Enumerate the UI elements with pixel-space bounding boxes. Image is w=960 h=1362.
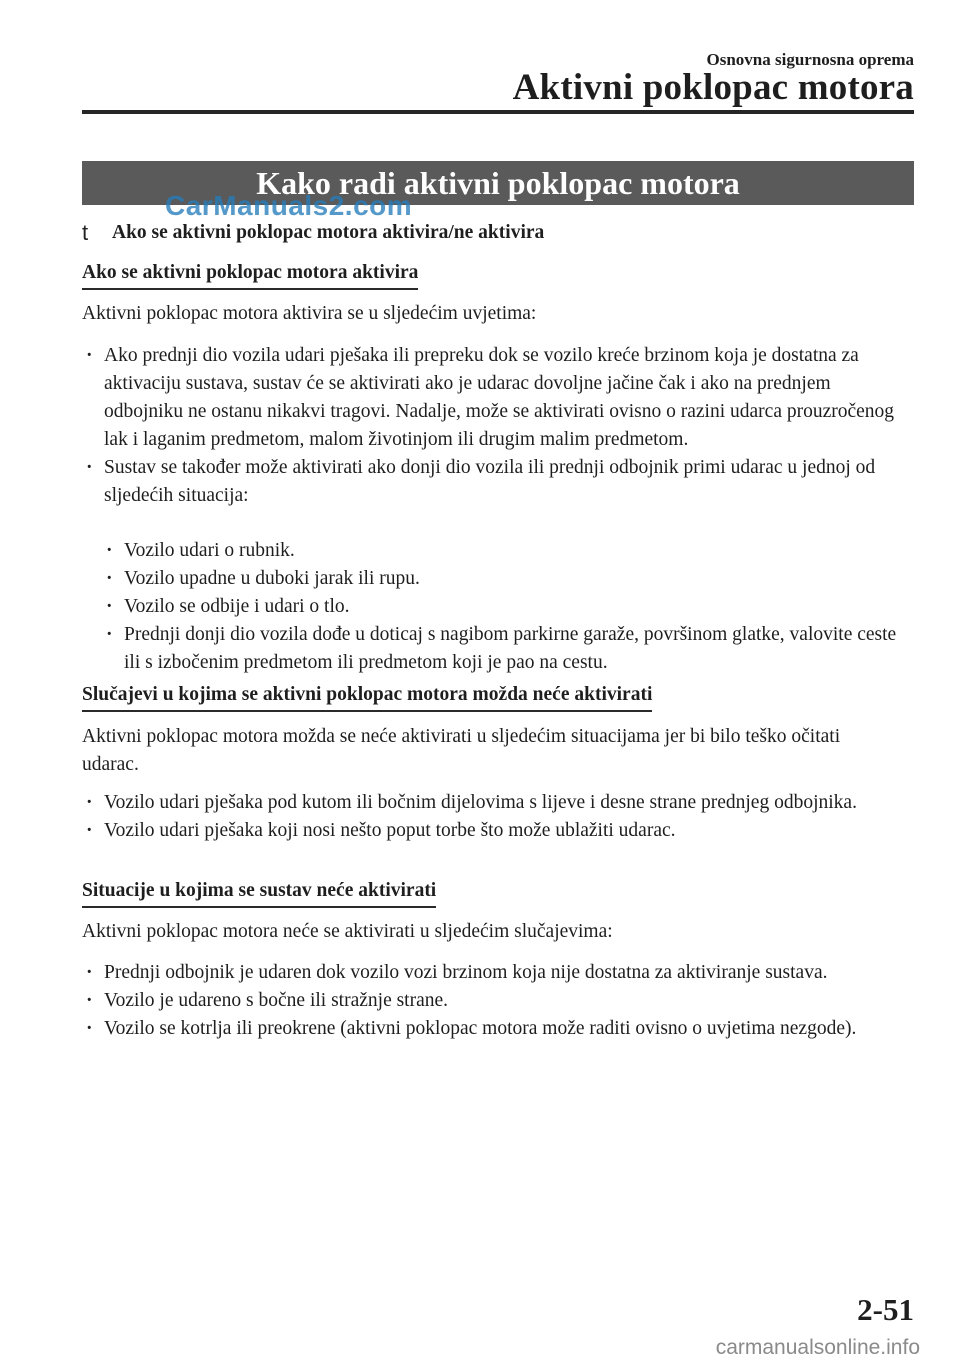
block1-heading-text: Ako se aktivni poklopac motora aktivira (82, 262, 419, 283)
section-heading: Ako se aktivni poklopac motora aktivira/ne aktivira (112, 222, 545, 243)
block1-sub-bullets (102, 537, 914, 677)
header-subtitle: Osnovna sigurnosna oprema (706, 50, 914, 69)
section-marker: t (82, 220, 89, 245)
block1-bullets (82, 342, 914, 510)
list-item: · Prednji odbojnik je udaren dok vozilo vozi brzinom koja nije dostatna za aktiviranje sustava. (82, 959, 880, 987)
list-item: · Ako prednji dio vozila udari pješaka ili prepreku dok se vozilo kreće brzinom koja je dostatna za aktivaciju sustava, sustav će se aktivirati ako je udarac dovoljne jačine čak i ako na prednjem odbojniku ne ostanu nikakvi tragovi. Nadalje, može se aktivirati ovisno o razini udarca prouzročenog lak i laganim predmetom, malom životinjom ili drugim malim predmetom. (82, 342, 914, 454)
list-item: · Vozilo udari pješaka pod kutom ili bočnim dijelovima s lijeve i desne strane prednjeg odbojnika. (82, 789, 880, 817)
header-rule (82, 110, 914, 114)
block2-heading-text: Slučajevi u kojima se aktivni poklopac motora možda neće aktivirati (82, 684, 653, 705)
block3-bullets (82, 959, 880, 1043)
section-banner: Kako radi aktivni poklopac motora (82, 161, 914, 205)
watermark-top: CarManuals2.com (165, 190, 413, 221)
page-number: 2-51 (857, 1292, 914, 1327)
list-item: · Vozilo se odbije i udari o tlo. (102, 593, 914, 621)
block3-intro: Aktivni poklopac motora neće se aktivirati u sljedećim slučajevima: (82, 921, 613, 942)
block3-heading-text: Situacije u kojima se sustav neće aktivirati (82, 880, 437, 901)
header-title: Aktivni poklopac motora (512, 67, 914, 108)
block1-heading (82, 262, 418, 290)
heading-underline (82, 288, 418, 290)
list-item: · Vozilo udari pješaka koji nosi nešto poput torbe što može ublažiti udarac. (82, 817, 880, 845)
heading-underline (82, 710, 652, 712)
list-item: · Vozilo je udareno s bočne ili stražnje strane. (82, 987, 880, 1015)
heading-underline (82, 906, 436, 908)
list-item: · Vozilo udari o rubnik. (102, 537, 914, 565)
watermark-bottom: carmanualsonline.info (715, 1336, 920, 1359)
block1-intro: Aktivni poklopac motora aktivira se u sljedećim uvjetima: (82, 303, 537, 324)
block2-intro: Aktivni poklopac motora možda se neće aktivirati u sljedećim situacijama jer bi bilo teško očitati udarac. (82, 726, 841, 775)
list-item: · Vozilo se kotrlja ili preokrene (aktivni poklopac motora može raditi ovisno o uvjetima nezgode). (82, 1015, 880, 1043)
block2-bullets (82, 789, 880, 845)
list-item: · Prednji donji dio vozila dođe u doticaj s nagibom parkirne garaže, površinom glatke, valovite ceste ili s izbočenim predmetom ili predmetom koji je pao na cestu. (102, 621, 914, 677)
block3-heading (82, 880, 436, 908)
list-item: · Sustav se također može aktivirati ako donji dio vozila ili prednji odbojnik primi udarac u jednoj od sljedećih situacija: (82, 454, 914, 510)
block2-heading (82, 684, 652, 712)
list-item: · Vozilo upadne u duboki jarak ili rupu. (102, 565, 914, 593)
